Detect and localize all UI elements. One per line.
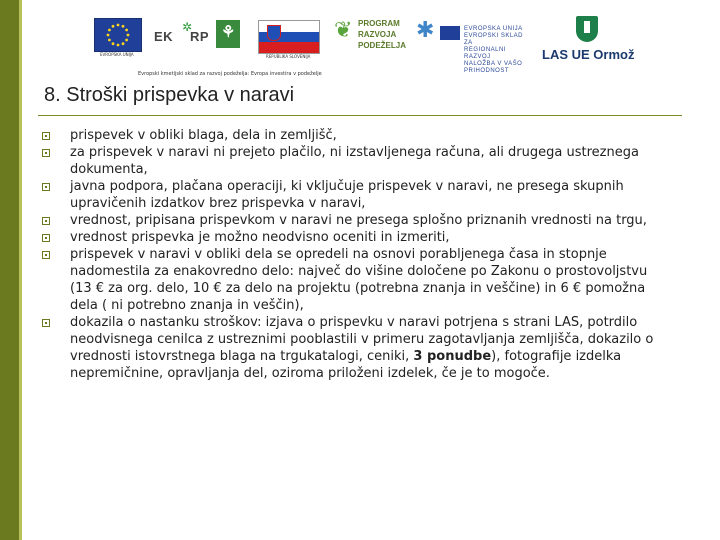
list-item: javna podpora, plačana operaciji, ki vključuje prispevek v naravi, ne presega skupnih upravičenih izdatkov brez prispevka v naravi, [42,178,657,212]
bullet-square-icon [42,149,50,157]
eu-fund-star-icon: ✱ [416,18,435,43]
bullet-square-icon [42,251,50,259]
list-item: prispevek v obliki blaga, dela in zemljišč, [42,127,657,144]
eu-flag-logo [94,18,142,52]
eu-fund-flag-icon [440,26,460,40]
las-crest-icon [576,16,598,42]
eu-regional-fund-logo [416,16,528,74]
las-logo-text: LAS UE Ormož [542,47,635,62]
ekrp-logo [154,20,210,50]
list-item: vrednost prispevka je možno neodvisno oceniti in izmeriti, [42,229,657,246]
eu-fund-text: EVROPSKA UNIJA EVROPSKI SKLAD ZA REGIONALNI RAZVOJ NALOŽBA V VAŠO PRIHODNOST [464,26,524,74]
list-item: dokazila o nastanku stroškov: izjava o prispevku v naravi potrjena s strani LAS, potrdilo neodvisnega cenilca z ustreznimi pooblastili v primeru zagotavljanja zemljišča, dokazilo o vrednosti istovrstnega blaga na trgukatalogi, ceniki, 3 ponudbe), fotografije izdelka nepremičnine, opravljanja del, oziroma priloženi izdelek, če je to mogoče. [42,314,657,382]
slovenia-flag-logo [258,20,320,54]
las-ue-ormoz-logo [542,16,634,64]
left-accent-bar [0,0,19,540]
ekrp-figure-icon: ✲ [182,20,193,34]
eu-stars-icon [95,19,141,51]
bullet-square-icon [42,217,50,225]
ekrp-text-right: RP [190,29,210,44]
bullet-square-icon [42,319,50,327]
bullet-square-icon [42,132,50,140]
list-item: vrednost, pripisana prispevkom v naravi ne presega splošno priznanih vrednosti na trgu, [42,212,657,229]
title-divider [38,115,682,116]
logo-caption: Evropski kmetijski sklad za razvoj podeželja: Evropa investira v podeželje [138,71,322,77]
program-leaf-icon: ❦ [334,18,353,43]
leader-logo [216,20,240,48]
program-text: PROGRAM RAZVOJA PODEŽELJA [358,19,407,50]
ekrp-text-left: EK [154,29,174,44]
list-item: za prispevek v naravi ni prejeto plačilo, ni izstavljenega računa, ali drugega ustreznega dokumenta, [42,144,657,178]
list-item: prispevek v naravi v obliki dela se opredeli na osnovi porabljenega časa in stopnje nadomestila za enakovredno delo: največ do višine določene po Zakonu o prostovoljstvu (13 € za org. delo, 10 € za delo na projektu (potrebna znanja in veščine) in 6 € pomožna dela ( ni potrebno znanja in veščin), [42,246,657,314]
bullet-list [42,127,657,382]
slovenia-crest-icon [267,25,281,41]
bold-emphasis: 3 ponudbe [413,349,492,364]
slide-title: 8. Stroški prispevka v naravi [44,84,295,106]
bullet-square-icon [42,234,50,242]
left-accent-stripe [19,0,22,540]
program-razvoja-podezelja-logo [334,16,410,56]
slovenia-logo-caption: REPUBLIKA SLOVENIJA [266,54,311,59]
bullet-square-icon [42,183,50,191]
leader-leaf-icon: ⚘ [221,24,236,41]
eu-logo-caption: EVROPSKA UNIJA [100,52,134,57]
